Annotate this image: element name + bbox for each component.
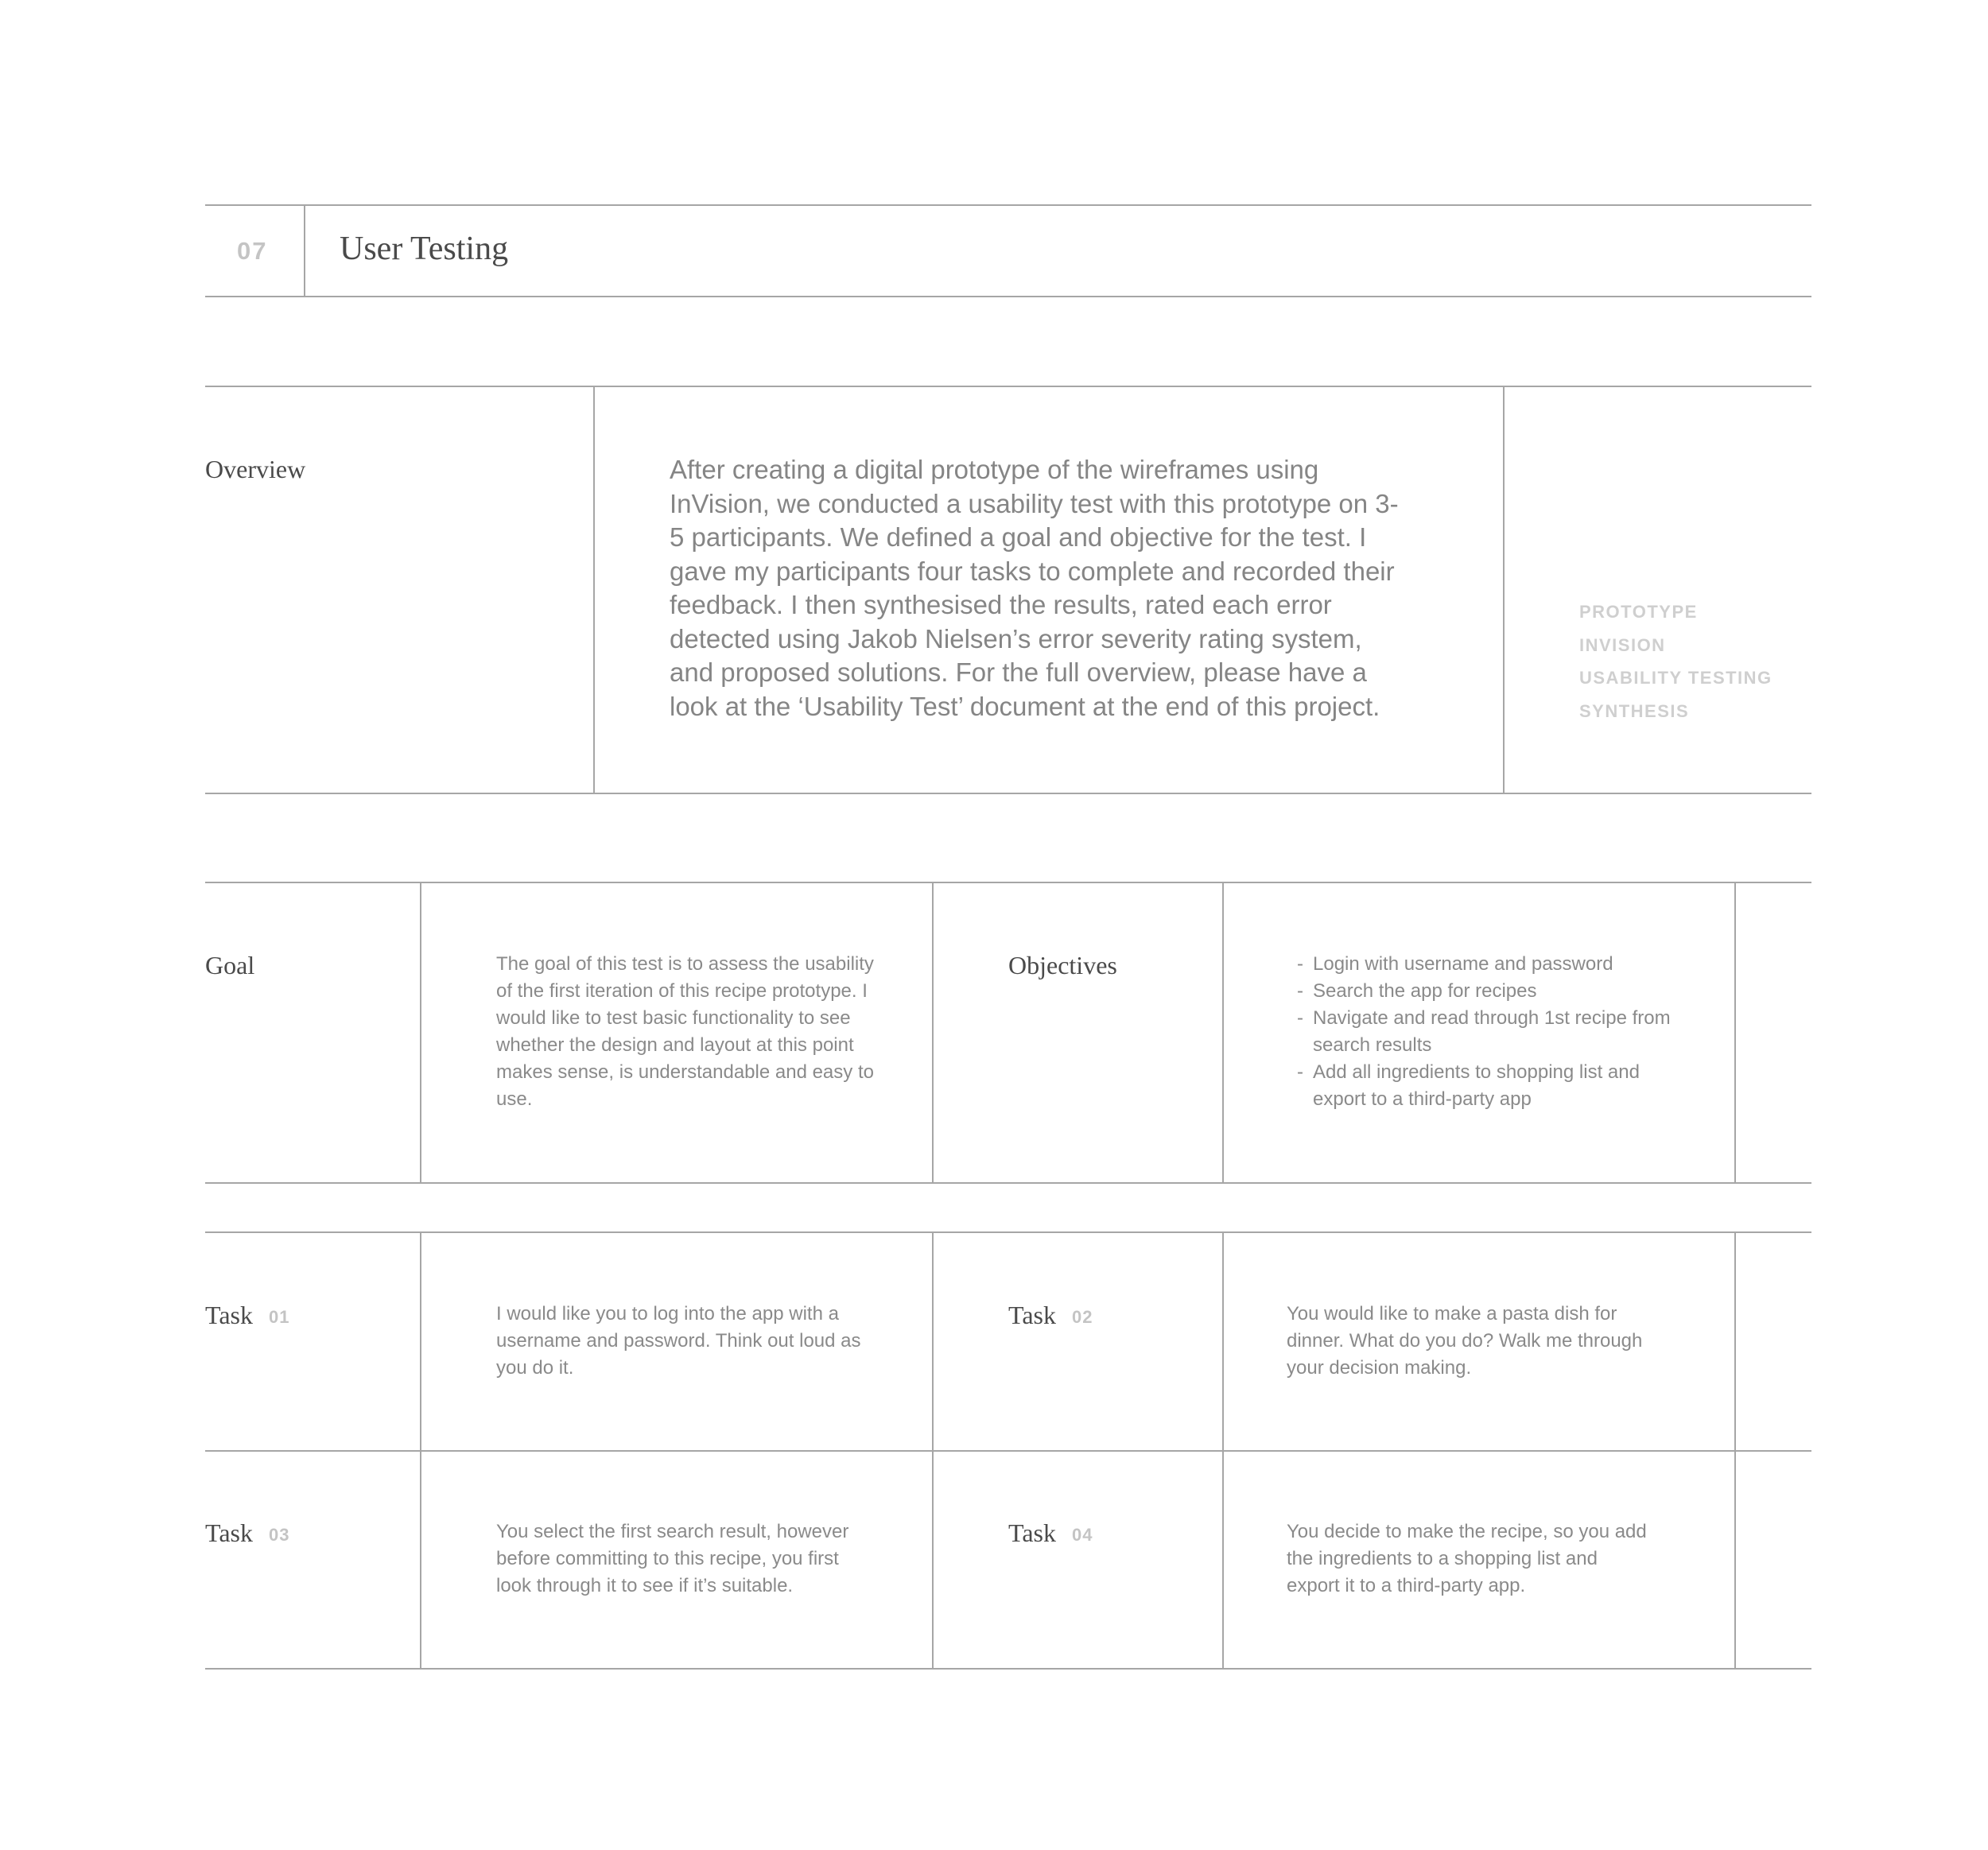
section-number: 07 <box>237 237 268 265</box>
page-title: User Testing <box>340 231 509 267</box>
header-divider <box>304 205 305 296</box>
tag-prototype: PROTOTYPE <box>1579 602 1698 622</box>
goal-divider-4 <box>1734 882 1736 1182</box>
tag-synthesis: SYNTHESIS <box>1579 700 1690 721</box>
task-01-text: I would like you to log into the app with a username and password. Think out loud as you do it. <box>496 1303 861 1379</box>
task-04-text: You decide to make the recipe, so you add the ingredients to a shopping list and export it to a third-party app. <box>1287 1521 1647 1596</box>
task-02-text: You would like to make a pasta dish for dinner. What do you do? Walk me through your decision making. <box>1287 1303 1643 1379</box>
tag-invision: INVISION <box>1579 634 1666 655</box>
goal-divider-3 <box>1222 882 1224 1182</box>
goal-label: Goal <box>205 951 255 979</box>
task-04-number: 04 <box>1072 1525 1093 1545</box>
task-03-label: Task <box>205 1518 253 1547</box>
header-bottom-rule <box>205 296 1811 297</box>
objectives-label: Objectives <box>1008 951 1117 979</box>
objective-item: - Search the app for recipes <box>1297 980 1537 1002</box>
tasks-divider-2 <box>932 1232 934 1668</box>
objective-item: - Login with username and password <box>1297 953 1613 975</box>
tasks-divider-1 <box>420 1232 421 1668</box>
overview-label: Overview <box>205 455 306 483</box>
overview-text: After creating a digital prototype of the wireframes using InVision, we conducted a usability test with this prototype on 3-5 participants. We defined a goal and objective for the test. I gave my participants four tasks to complete and recorded their feedback. I then synthesised the results, rated each error detected using Jakob Nielsen’s error severity rating system, and proposed solutions. For the full overview, please have a look at the ‘Usability Test’ document at the end of this project. <box>670 455 1399 721</box>
overview-divider-right <box>1503 386 1505 793</box>
overview-divider-left <box>593 386 595 793</box>
objectives-list <box>1297 951 1695 1113</box>
tasks-top-rule <box>205 1231 1811 1233</box>
tasks-bottom-rule <box>205 1668 1811 1670</box>
tasks-middle-rule <box>205 1450 1811 1452</box>
overview-tags <box>1579 595 1773 727</box>
objective-item: - Navigate and read through 1st recipe from search results <box>1297 1007 1671 1056</box>
objective-item: - Add all ingredients to shopping list and export to a third-party app <box>1297 1061 1640 1110</box>
task-01-label: Task <box>205 1301 253 1329</box>
tasks-divider-3 <box>1222 1232 1224 1668</box>
task-04-label: Task <box>1008 1518 1056 1547</box>
header-top-rule <box>205 204 1811 206</box>
task-03-number: 03 <box>269 1525 290 1545</box>
goal-divider-1 <box>420 882 421 1182</box>
goal-bottom-rule <box>205 1182 1811 1184</box>
goal-divider-2 <box>932 882 934 1182</box>
goal-top-rule <box>205 882 1811 883</box>
overview-bottom-rule <box>205 793 1811 794</box>
goal-text: The goal of this test is to assess the usability of the first iteration of this recipe prototype. I would like to test basic functionality to see whether the design and layout at this point makes sense, is understandable and easy to use. <box>496 953 874 1110</box>
task-03-text: You select the first search result, however before committing to this recipe, you first look through it to see if it’s suitable. <box>496 1521 849 1596</box>
tasks-divider-4 <box>1734 1232 1736 1668</box>
task-01-number: 01 <box>269 1307 290 1327</box>
task-02-label: Task <box>1008 1301 1056 1329</box>
task-02-number: 02 <box>1072 1307 1093 1327</box>
tag-usability-testing: USABILITY TESTING <box>1579 668 1773 688</box>
overview-top-rule <box>205 386 1811 387</box>
